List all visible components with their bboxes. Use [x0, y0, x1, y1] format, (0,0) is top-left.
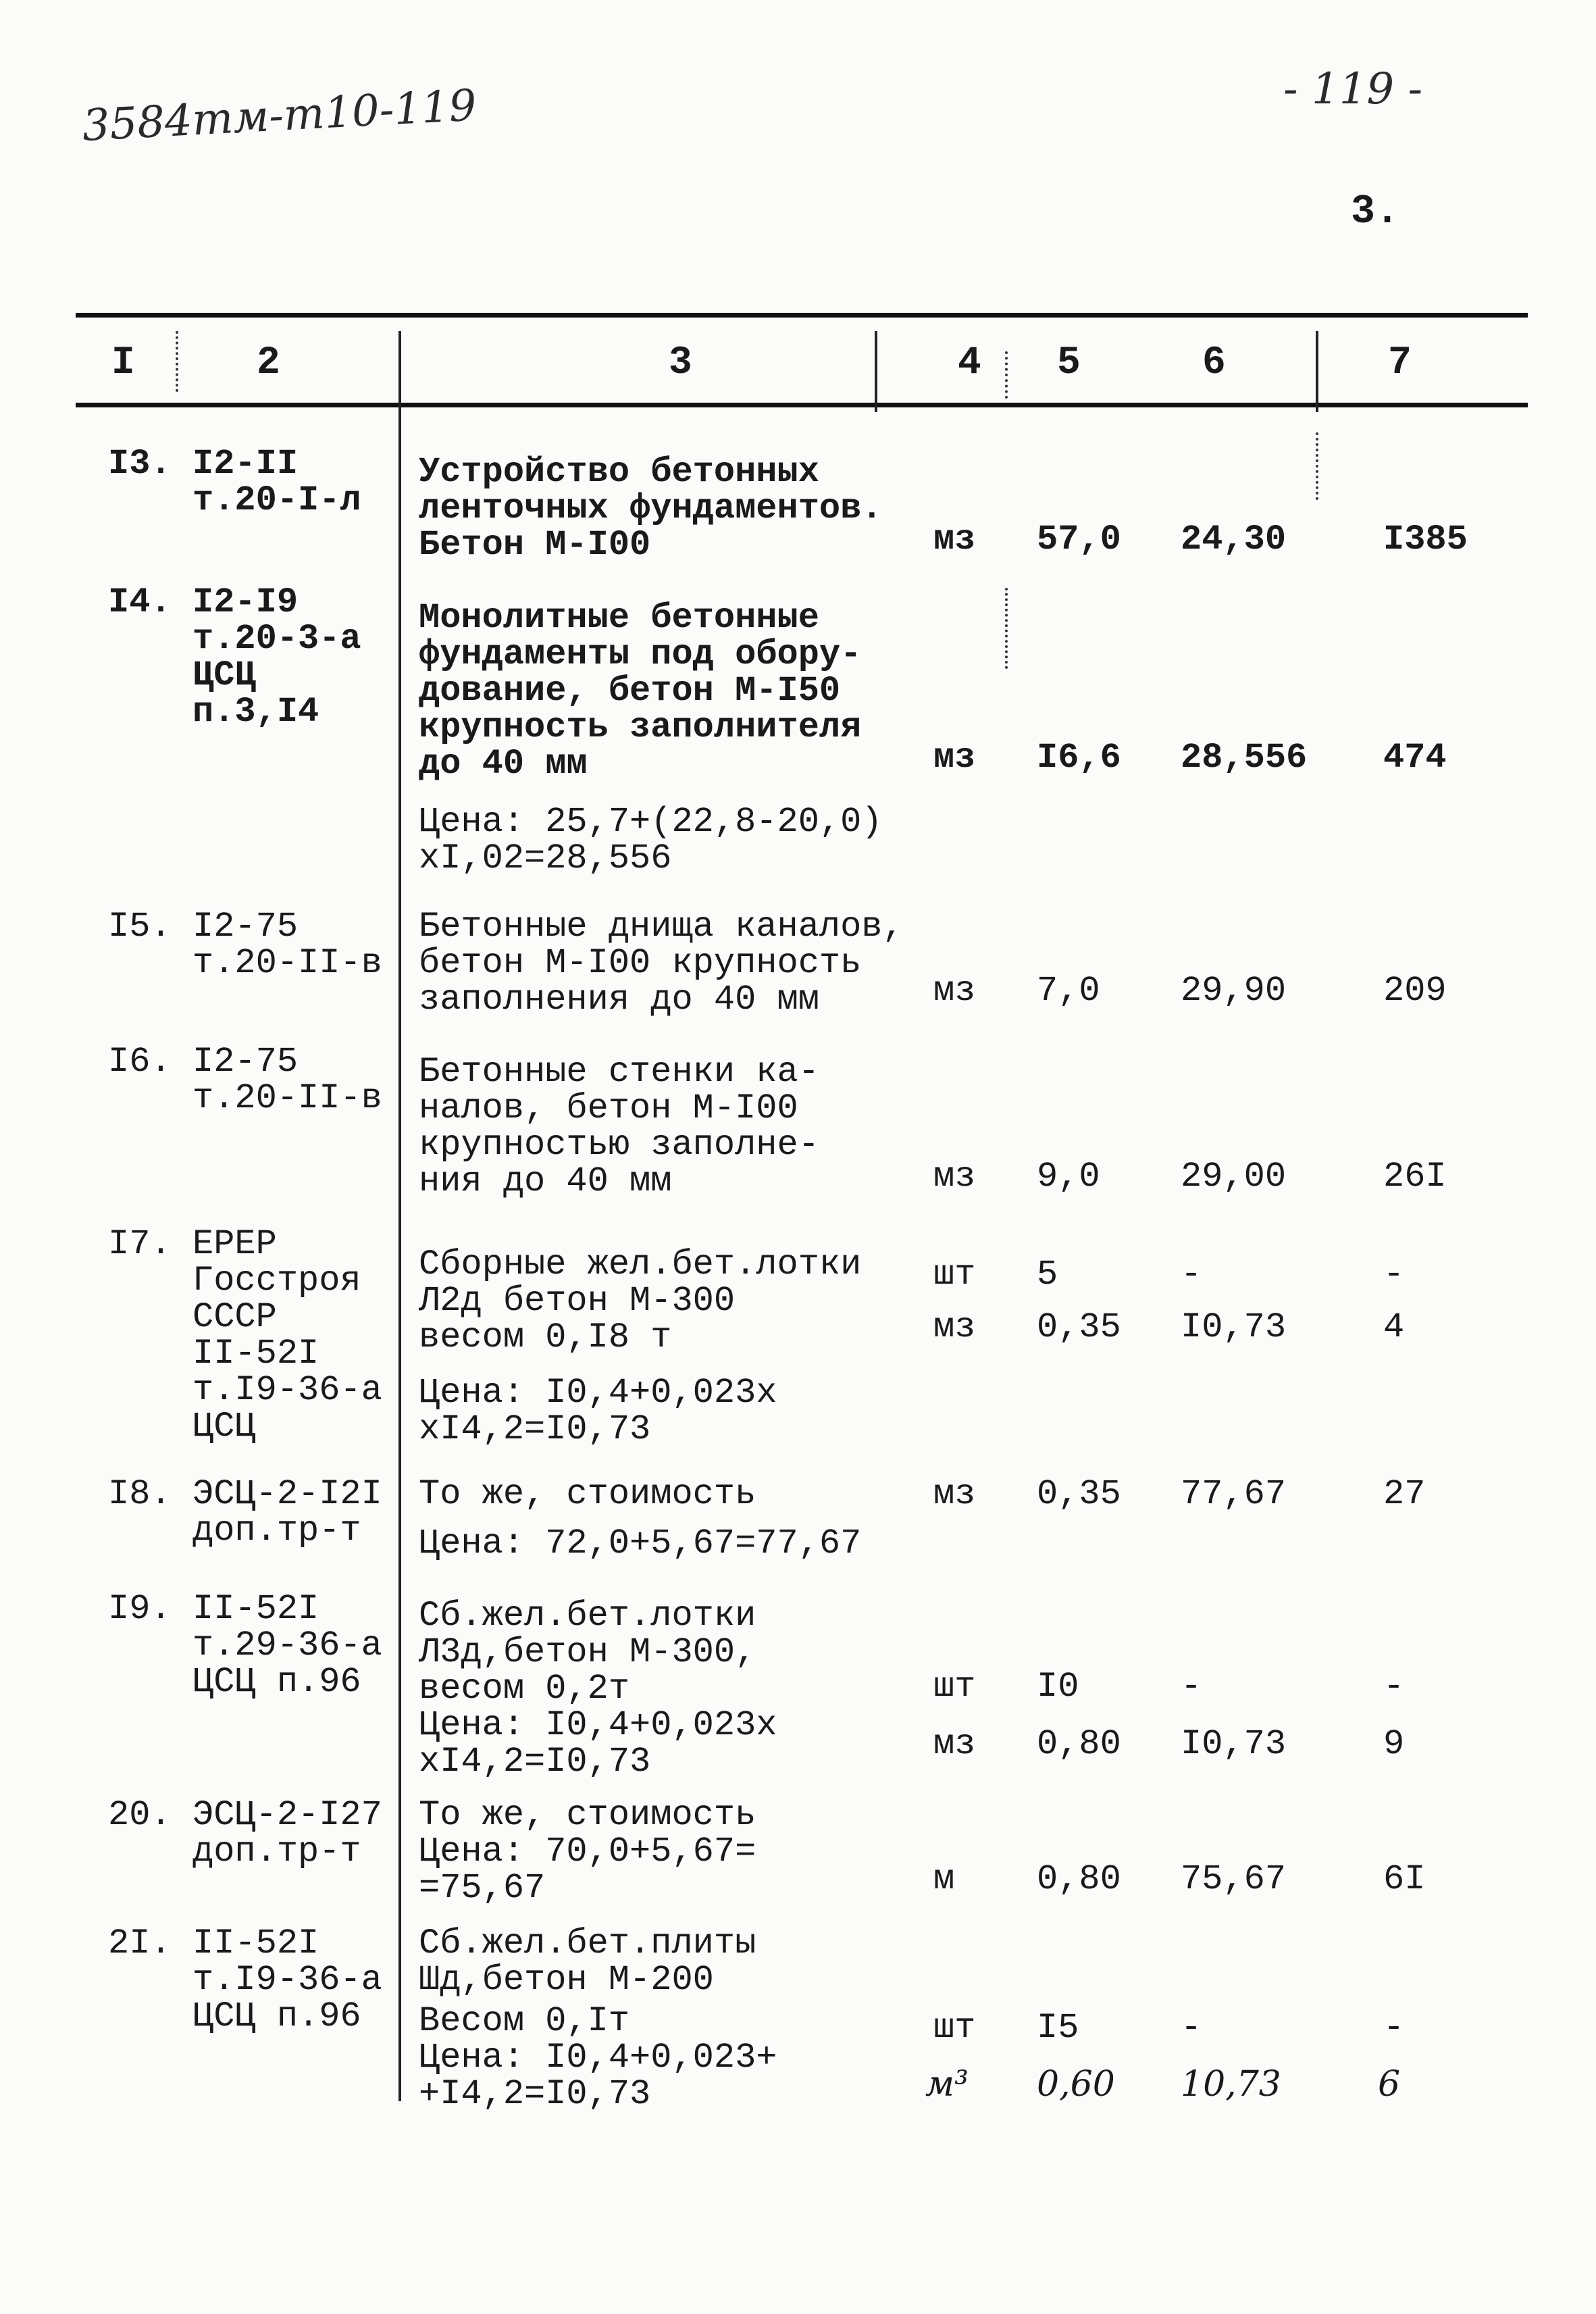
row-total: -: [1383, 1667, 1405, 1707]
column-divider: [1005, 351, 1008, 399]
row-price: 10,73: [1181, 2064, 1281, 2105]
column-divider: [875, 331, 877, 412]
row-price: I0,73: [1181, 1307, 1287, 1347]
row-code: ЭСЦ-2-I27 доп.тр-т: [192, 1795, 382, 1871]
row-number: I5.: [108, 907, 172, 947]
column-header-4: 4: [958, 341, 981, 385]
row-number: 2I.: [108, 1923, 172, 1963]
row-unit: шт: [933, 2008, 976, 2048]
column-divider: [1316, 432, 1318, 500]
row-number: I8.: [108, 1474, 172, 1514]
row-unit: мз: [933, 520, 976, 559]
row-price: -: [1181, 1667, 1202, 1707]
row-description: Бетонные днища каналов, бетон М-I00 крупность заполнения до 40 мм: [419, 907, 904, 1020]
row-total: I385: [1383, 520, 1468, 559]
row-price: 75,67: [1181, 1859, 1287, 1899]
row-total: 27: [1383, 1474, 1426, 1514]
row-total: 26I: [1383, 1157, 1447, 1197]
row-quantity: 0,80: [1037, 1724, 1121, 1764]
row-description: То же, стоимость Цена: 70,0+5,67= =75,67: [419, 1795, 756, 1908]
price-note: Цена: 25,7+(22,8-20,0) хI,02=28,556: [419, 802, 883, 878]
row-code: I2-75 т.20-II-в: [192, 907, 382, 983]
row-code: ЭСЦ-2-I2I доп.тр-т: [192, 1474, 382, 1551]
row-unit: м³: [925, 2064, 969, 2105]
column-header-3: 3: [669, 341, 692, 385]
row-description-continued: Весом 0,Iт Цена: I0,4+0,023+ +I4,2=I0,73: [419, 2001, 777, 2114]
column-divider: [398, 331, 401, 2101]
row-number: I4.: [108, 582, 172, 622]
row-price: -: [1181, 1255, 1202, 1294]
row-number: I6.: [108, 1042, 172, 1082]
price-note: Цена: I0,4+0,023х хI4,2=I0,73: [419, 1373, 777, 1449]
row-code: II-52I т.29-36-а ЦСЦ п.96: [192, 1589, 382, 1702]
column-divider: [1005, 588, 1008, 669]
table-header-rule: [76, 403, 1528, 407]
row-code: I2-I9 т.20-3-а ЦСЦ п.3,I4: [192, 582, 361, 732]
page-number: - 119 -: [1283, 64, 1423, 114]
row-description: То же, стоимость: [419, 1474, 756, 1514]
column-header-7: 7: [1388, 341, 1412, 385]
row-code: II-52I т.I9-36-а ЦСЦ п.96: [192, 1923, 382, 2036]
row-unit: мз: [933, 1157, 976, 1197]
row-price: 29,00: [1181, 1157, 1287, 1197]
row-unit: шт: [933, 1667, 976, 1707]
row-number: I3.: [108, 444, 172, 484]
row-quantity: 0,35: [1037, 1474, 1121, 1514]
sheet-number: 3.: [1351, 189, 1400, 235]
row-unit: шт: [933, 1255, 976, 1294]
row-unit: мз: [933, 1474, 976, 1514]
row-price: -: [1181, 2008, 1202, 2048]
row-quantity: I6,6: [1037, 738, 1121, 778]
row-quantity: 57,0: [1037, 520, 1121, 559]
table-top-rule: [76, 313, 1528, 318]
column-header-5: 5: [1057, 341, 1081, 385]
row-total: -: [1383, 2008, 1405, 2048]
document-code: 3584тм-т10-119: [81, 80, 478, 151]
column-divider: [176, 331, 178, 392]
row-description: Устройство бетонных ленточных фундаментов. Бетон М-I00: [419, 452, 883, 565]
row-price: 29,90: [1181, 971, 1287, 1011]
row-total: 6: [1378, 2064, 1401, 2105]
row-quantity: 5: [1037, 1255, 1058, 1294]
row-total: 6I: [1383, 1859, 1426, 1899]
column-header-6: 6: [1202, 341, 1226, 385]
row-total: 4: [1383, 1307, 1405, 1347]
row-description: Сборные жел.бет.лотки Л2д бетон М-300 весом 0,I8 т: [419, 1244, 862, 1357]
row-unit: мз: [933, 1307, 976, 1347]
row-total: 209: [1383, 971, 1447, 1011]
row-unit: м: [933, 1859, 955, 1899]
row-price: 77,67: [1181, 1474, 1287, 1514]
row-price: 24,30: [1181, 520, 1287, 559]
row-description: Монолитные бетонные фундаменты под обору- дование, бетон М-I50 крупность заполнителя до 40 мм: [419, 598, 862, 784]
row-price: I0,73: [1181, 1724, 1287, 1764]
row-quantity: 0,60: [1037, 2064, 1115, 2105]
row-total: -: [1383, 1255, 1405, 1294]
row-quantity: I5: [1037, 2008, 1079, 2048]
row-number: 20.: [108, 1795, 172, 1835]
row-description: Сб.жел.бет.плиты Шд,бетон М-200: [419, 1923, 756, 2000]
row-number: I7.: [108, 1224, 172, 1264]
price-note: Цена: 72,0+5,67=77,67: [419, 1524, 862, 1563]
row-quantity: 7,0: [1037, 971, 1100, 1011]
row-description: Сб.жел.бет.лотки Л3д,бетон М-300, весом 0,2т Цена: I0,4+0,023х хI4,2=I0,73: [419, 1596, 777, 1782]
row-description: Бетонные стенки ка- налов, бетон М-I00 крупностью заполне- ния до 40 мм: [419, 1052, 819, 1201]
row-number: I9.: [108, 1589, 172, 1629]
row-code: I2-75 т.20-II-в: [192, 1042, 382, 1118]
row-quantity: I0: [1037, 1667, 1079, 1707]
column-header-2: 2: [257, 341, 280, 385]
row-code: I2-II т.20-I-л: [192, 444, 361, 520]
row-quantity: 0,80: [1037, 1859, 1121, 1899]
row-unit: мз: [933, 738, 976, 778]
column-header-1: I: [111, 341, 135, 385]
row-total: 474: [1383, 738, 1447, 778]
row-unit: мз: [933, 971, 976, 1011]
row-total: 9: [1383, 1724, 1405, 1764]
column-divider: [1316, 331, 1318, 412]
row-quantity: 9,0: [1037, 1157, 1100, 1197]
row-price: 28,556: [1181, 738, 1308, 778]
row-quantity: 0,35: [1037, 1307, 1121, 1347]
row-code: ЕРЕР Госстроя СССР II-52I т.I9-36-а ЦСЦ: [192, 1224, 382, 1447]
row-unit: мз: [933, 1724, 976, 1764]
